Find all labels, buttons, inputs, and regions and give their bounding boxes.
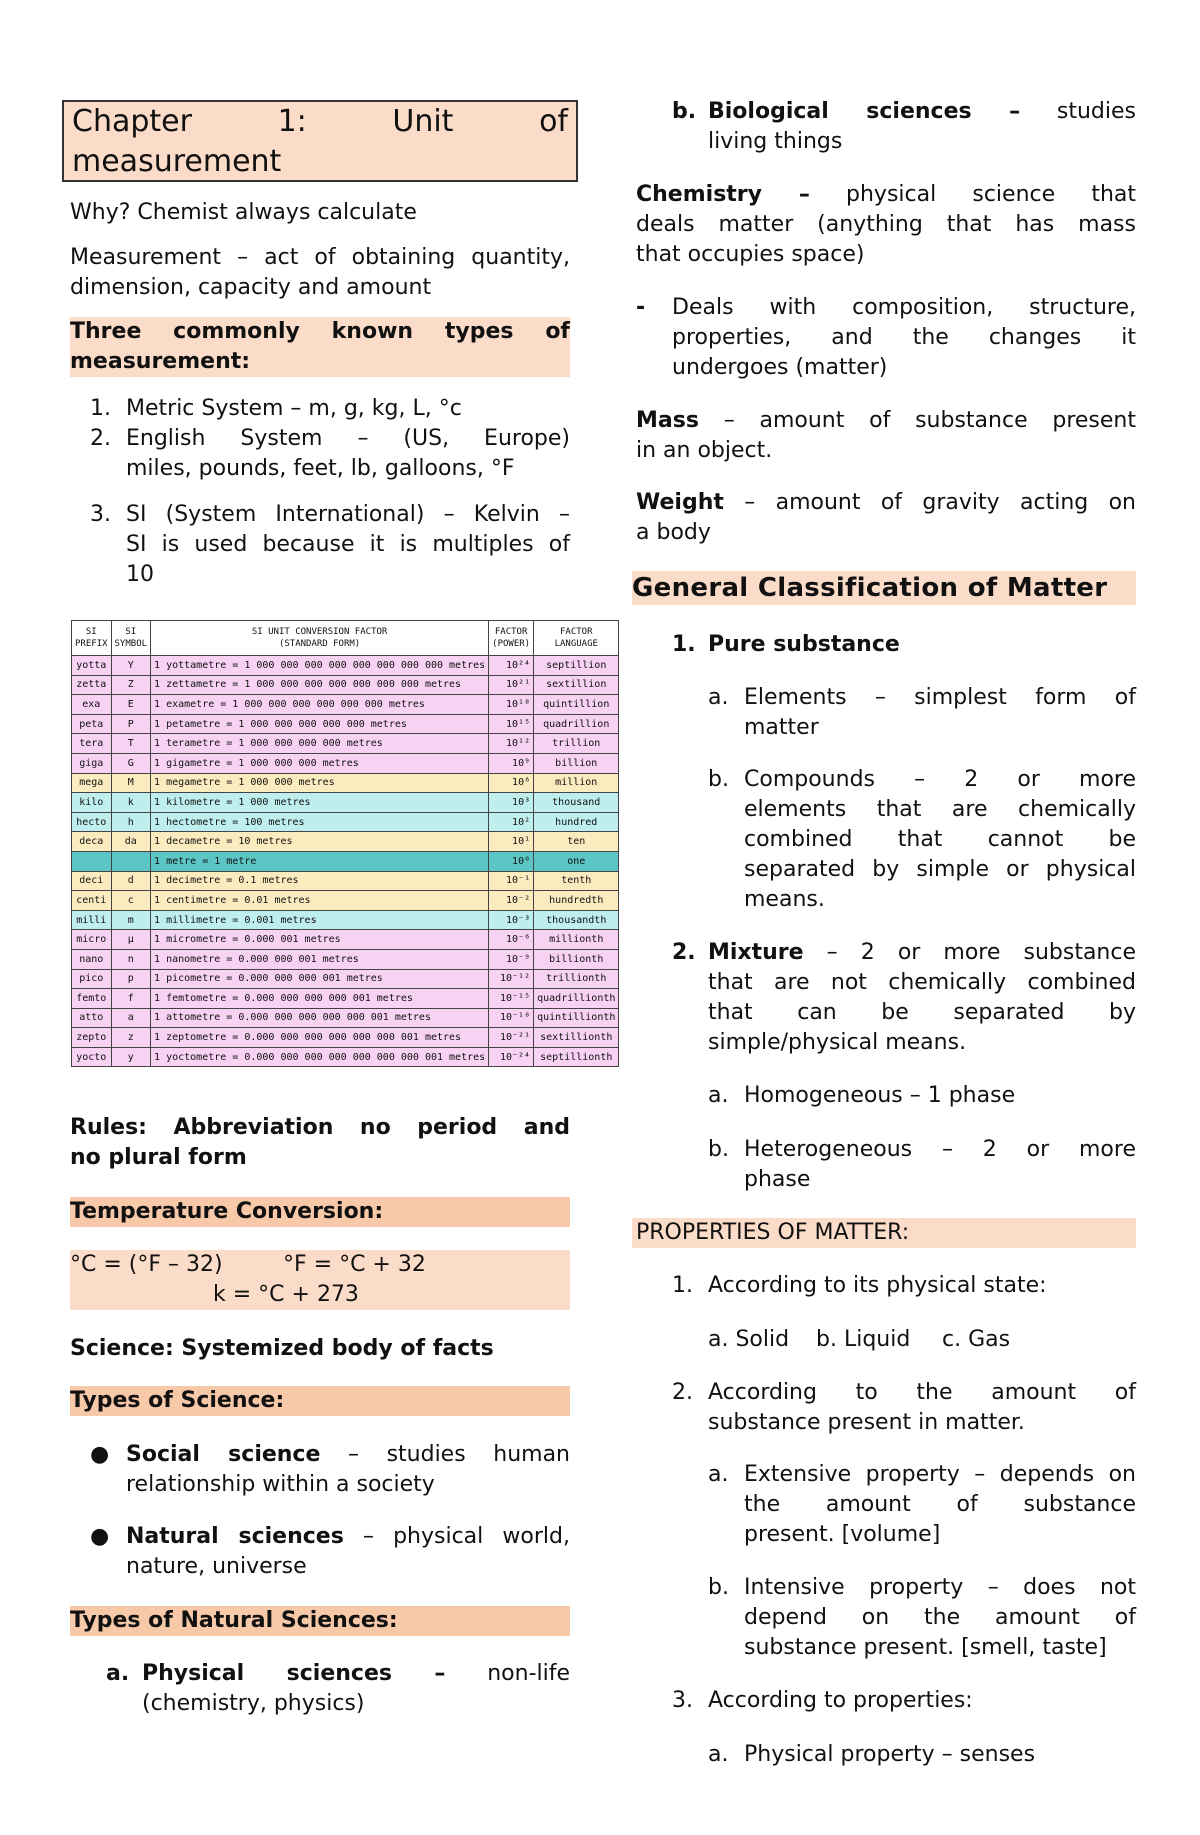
language-cell: ten [534,832,619,852]
power-cell: 10¹⁵ [489,714,534,734]
property-1-item [672,1271,1136,1301]
list-letter: a. [708,1742,729,1767]
power-cell: 10⁻¹⁵ [489,989,534,1009]
list-text: that are not chemically combined [708,970,1136,995]
symbol-cell: h [111,812,151,832]
types-measurement-heading [70,317,570,377]
list-item [90,424,570,484]
list-letter: a. [708,685,729,710]
language-cell: sextillionth [534,1028,619,1048]
list-text: undergoes (matter) [672,355,888,380]
definition-line: a body [636,520,711,545]
prefix-cell: deci [72,871,112,891]
symbol-cell: Z [111,675,151,695]
conversion-cell: 1 exametre = 1 000 000 000 000 000 000 metres [151,695,489,715]
language-cell: quintillionth [534,1008,619,1028]
conversion-cell: 1 micrometre = 0.000 001 metres [151,930,489,950]
symbol-cell: c [111,891,151,911]
table-row [72,832,619,852]
table-row [72,1028,619,1048]
power-cell: 10⁻¹² [489,969,534,989]
heading-text: PROPERTIES OF MATTER: [636,1220,910,1245]
conversion-cell: 1 millimetre = 0.001 metres [151,910,489,930]
heading-line: Three commonly known types of [70,319,570,344]
power-cell: 10¹² [489,734,534,754]
physical-property-item [708,1740,1136,1770]
symbol-cell: μ [111,930,151,950]
list-text: English System – (US, Europe) [126,426,570,451]
table-header: FACTOR LANGUAGE [534,621,619,656]
list-item [708,1081,1136,1111]
table-row [72,734,619,754]
power-cell: 10⁻¹ [489,871,534,891]
table-row [72,675,619,695]
list-item [708,1740,1136,1770]
language-cell: millionth [534,930,619,950]
list-text: SI is used because it is multiples of [126,532,570,557]
measurement-definition-line: dimension, capacity and amount [70,275,432,300]
prefix-cell: yocto [72,1047,112,1067]
language-cell: quintillion [534,695,619,715]
table-row [72,1047,619,1067]
language-cell: tenth [534,871,619,891]
prefix-cell: zetta [72,675,112,695]
conversion-cell: 1 terametre = 1 000 000 000 000 metres [151,734,489,754]
physical-sciences-item [106,1659,570,1719]
compounds-item [708,765,1136,915]
list-letter: a. [708,1462,729,1487]
prefix-cell: atto [72,1008,112,1028]
list-letter: b. [708,1137,729,1162]
list-item [90,1440,570,1500]
list-text: Extensive property – depends on [744,1462,1136,1487]
chemistry-definition [636,180,1136,270]
table-row [72,891,619,911]
si-prefix-table [71,620,619,1067]
power-cell: 10⁻³ [489,910,534,930]
prefix-cell: kilo [72,793,112,813]
list-item [708,765,1136,915]
extensive-item [708,1460,1136,1550]
list-text: Physical property – senses [744,1742,1036,1767]
elements-item [708,683,1136,743]
list-text: Deals with composition, structure, [672,295,1136,320]
symbol-cell: T [111,734,151,754]
heading-line: measurement: [70,349,251,374]
state-liquid: b. Liquid [816,1327,911,1352]
weight-definition [636,488,1136,548]
prefix-cell: yotta [72,656,112,676]
list-text: Homogeneous – 1 phase [744,1083,1016,1108]
table-row [72,753,619,773]
list-number: 2. [672,940,696,965]
table-row [72,773,619,793]
rules-text [70,1113,570,1173]
table-row [72,1008,619,1028]
list-number: 1. [672,1273,693,1298]
power-cell: 10¹ [489,832,534,852]
list-letter: a. [106,1661,130,1686]
power-cell: 10⁻¹⁸ [489,1008,534,1028]
symbol-cell: G [111,753,151,773]
list-text: properties, and the changes it [672,325,1136,350]
conversion-cell: 1 gigametre = 1 000 000 000 metres [151,753,489,773]
list-number: 1. [672,632,696,657]
list-item [672,938,1136,1058]
chapter-title-word: of [539,104,568,139]
definition-line: in an object. [636,438,773,463]
symbol-cell: f [111,989,151,1009]
table-row [72,871,619,891]
table-row [72,989,619,1009]
general-classification-heading [632,571,1136,605]
language-cell: hundredth [534,891,619,911]
list-item [708,1573,1136,1663]
heading-text: Types of Natural Sciences: [70,1608,398,1633]
language-cell: trillionth [534,969,619,989]
measurement-definition [70,243,570,303]
heterogeneous-item [708,1135,1136,1195]
symbol-cell: d [111,871,151,891]
list-text: the amount of substance [744,1492,1136,1517]
rules-line: Rules: Abbreviation no period and [70,1115,570,1140]
conversion-cell: 1 zettametre = 1 000 000 000 000 000 000 000 metres [151,675,489,695]
list-text: SI (System International) – Kelvin – [126,502,570,527]
symbol-cell: a [111,1008,151,1028]
power-cell: 10⁻² [489,891,534,911]
symbol-cell: p [111,969,151,989]
chapter-title-line [72,102,568,142]
symbol-cell: k [111,793,151,813]
heading-text: General Classification of Matter [632,573,1108,603]
prefix-cell: hecto [72,812,112,832]
states-row [708,1325,1136,1355]
list-text: According to properties: [708,1688,973,1713]
list-item [636,293,1136,383]
list-text: Intensive property – does not [744,1575,1136,1600]
list-number: 2. [672,1380,693,1405]
definition-line: that occupies space) [636,242,865,267]
chapter-title-word: Chapter [72,104,192,139]
prefix-cell: giga [72,753,112,773]
list-text: nature, universe [126,1554,307,1579]
language-cell: quadrillion [534,714,619,734]
symbol-cell: E [111,695,151,715]
prefix-cell: tera [72,734,112,754]
list-text: living things [708,129,843,154]
chapter-title-word: 1: [277,104,307,139]
measurement-definition-line: Measurement – act of obtaining quantity, [70,245,570,270]
why-text: Why? Chemist always calculate [70,200,417,225]
table-row [72,910,619,930]
prefix-cell [72,851,112,871]
chapter-title-word: measurement [72,144,282,179]
intensive-item [708,1573,1136,1663]
symbol-cell: m [111,910,151,930]
language-cell: quadrillionth [534,989,619,1009]
list-text: Metric System – m, g, kg, L, °c [126,396,462,421]
list-item [708,1135,1136,1195]
list-text: means. [744,887,825,912]
prefix-cell: zepto [72,1028,112,1048]
conversion-cell: 1 megametre = 1 000 000 metres [151,773,489,793]
list-letter: a. [708,1083,729,1108]
conversion-cell: 1 yoctometre = 0.000 000 000 000 000 000 000 001 metres [151,1047,489,1067]
language-cell: one [534,851,619,871]
definition-line: deals matter (anything that has mass [636,212,1136,237]
list-item [672,1686,1136,1716]
list-letter: b. [672,99,697,124]
prefix-cell: nano [72,949,112,969]
conversion-cell: 1 petametre = 1 000 000 000 000 000 metres [151,714,489,734]
prefix-cell: centi [72,891,112,911]
dash-marker: - [636,295,646,320]
language-cell: hundred [534,812,619,832]
power-cell: 10³ [489,793,534,813]
list-number: 3. [90,502,111,527]
table-row [72,714,619,734]
list-text: that can be separated by [708,1000,1136,1025]
table-row [72,812,619,832]
properties-heading [632,1218,1136,1248]
prefix-cell: micro [72,930,112,950]
power-cell: 10¹⁸ [489,695,534,715]
power-cell: 10²⁴ [489,656,534,676]
chapter-title-word: Unit [392,104,454,139]
heading-text: Temperature Conversion: [70,1199,384,1224]
biological-sciences-item [672,97,1136,157]
language-cell: million [534,773,619,793]
list-text: Heterogeneous – 2 or more [744,1137,1136,1162]
formula-f: °F = °C + 32 [283,1252,426,1277]
measurement-types-list [90,394,570,590]
types-natural-heading [70,1606,570,1636]
conversion-cell: 1 decametre = 10 metres [151,832,489,852]
table-header: SI PREFIX [72,621,112,656]
power-cell: 10²¹ [489,675,534,695]
symbol-cell: n [111,949,151,969]
list-item [708,1460,1136,1550]
state-gas: c. Gas [942,1327,1011,1352]
power-cell: 10⁻²⁴ [489,1047,534,1067]
list-text: substance present. [smell, taste] [744,1635,1107,1660]
deals-with-item [636,293,1136,383]
pure-substance-item [672,630,1136,660]
science-bullets [90,1440,570,1582]
bullet-icon: ● [90,1442,110,1467]
list-item [90,500,570,590]
list-number: 3. [672,1688,693,1713]
conversion-cell: 1 zeptometre = 0.000 000 000 000 000 000 001 metres [151,1028,489,1048]
language-cell: sextillion [534,675,619,695]
table-row [72,969,619,989]
list-item [672,630,1136,660]
conversion-cell: 1 metre = 1 metre [151,851,489,871]
science-definition: Science: Systemized body of facts [70,1336,494,1361]
list-text: matter [744,715,819,740]
prefix-cell: femto [72,989,112,1009]
table-body [72,656,619,1067]
prefix-cell: pico [72,969,112,989]
conversion-cell: 1 hectometre = 100 metres [151,812,489,832]
prefix-cell: deca [72,832,112,852]
property-2-item [672,1378,1136,1438]
list-text: Elements – simplest form of [744,685,1136,710]
language-cell: thousandth [534,910,619,930]
list-item [672,1378,1136,1438]
language-cell: septillionth [534,1047,619,1067]
power-cell: 10⁹ [489,753,534,773]
list-text: Compounds – 2 or more [744,767,1136,792]
symbol-cell: z [111,1028,151,1048]
list-text: phase [744,1167,811,1192]
list-item [708,683,1136,743]
list-number: 1. [90,396,111,421]
list-text: combined that cannot be [744,827,1136,852]
table-row [72,656,619,676]
symbol-cell: y [111,1047,151,1067]
list-text: Biological sciences – studies [708,99,1136,124]
conversion-cell: 1 yottametre = 1 000 000 000 000 000 000 000 000 metres [151,656,489,676]
list-text: Natural sciences – physical world, [126,1524,570,1549]
power-cell: 10⁻⁹ [489,949,534,969]
mass-definition [636,406,1136,466]
list-item [90,394,570,424]
property-3-item [672,1686,1136,1716]
list-text: relationship within a society [126,1472,435,1497]
bullet-icon: ● [90,1524,110,1549]
symbol-cell: M [111,773,151,793]
list-text: 10 [126,562,154,587]
power-cell: 10² [489,812,534,832]
list-text: depend on the amount of [744,1605,1136,1630]
table-row [72,930,619,950]
power-cell: 10⁰ [489,851,534,871]
definition-line: Chemistry – physical science that [636,182,1136,207]
formula-k: k = °C + 273 [213,1282,359,1307]
conversion-cell: 1 picometre = 0.000 000 000 001 metres [151,969,489,989]
power-cell: 10⁻⁶ [489,930,534,950]
table-header-row [72,621,619,656]
formula-c: °C = (°F – 32) [70,1252,223,1277]
list-item [672,1271,1136,1301]
list-item [90,1522,570,1582]
table-header: SI UNIT CONVERSION FACTOR (STANDARD FORM) [151,621,489,656]
list-text: Pure substance [708,632,900,657]
conversion-cell: 1 attometre = 0.000 000 000 000 000 001 metres [151,1008,489,1028]
rules-line: no plural form [70,1145,247,1170]
language-cell: thousand [534,793,619,813]
list-text: simple/physical means. [708,1030,967,1055]
conversion-cell: 1 nanometre = 0.000 000 001 metres [151,949,489,969]
chapter-title-box [62,100,578,182]
homogeneous-item [708,1081,1136,1111]
power-cell: 10⁻²¹ [489,1028,534,1048]
list-text: substance present in matter. [708,1410,1025,1435]
prefix-cell: mega [72,773,112,793]
language-cell: septillion [534,656,619,676]
list-text: miles, pounds, feet, lb, galloons, °F [126,456,515,481]
mixture-item [672,938,1136,1058]
language-cell: trillion [534,734,619,754]
list-text: Physical sciences – non-life [142,1661,571,1686]
list-letter: b. [708,1575,729,1600]
temperature-heading [70,1197,570,1227]
list-letter: b. [708,767,729,792]
definition-line: Mass – amount of substance present [636,408,1136,433]
list-text: present. [volume] [744,1522,941,1547]
list-number: 2. [90,426,111,451]
table-row [72,851,619,871]
prefix-cell: milli [72,910,112,930]
types-science-heading [70,1386,570,1416]
list-text: According to its physical state: [708,1273,1047,1298]
table-row [72,949,619,969]
prefix-cell: exa [72,695,112,715]
state-solid: a. Solid [708,1327,790,1352]
list-item [106,1659,570,1719]
heading-text: Types of Science: [70,1388,285,1413]
symbol-cell: P [111,714,151,734]
list-text: Social science – studies human [126,1442,571,1467]
list-text: Mixture – 2 or more substance [708,940,1136,965]
conversion-cell: 1 kilometre = 1 000 metres [151,793,489,813]
list-text: elements that are chemically [744,797,1136,822]
si-prefix-table-wrap [71,620,619,1067]
table-header: SI SYMBOL [111,621,151,656]
language-cell: billion [534,753,619,773]
table-header: FACTOR (POWER) [489,621,534,656]
symbol-cell: da [111,832,151,852]
power-cell: 10⁶ [489,773,534,793]
list-text: separated by simple or physical [744,857,1136,882]
list-item [672,97,1136,157]
table-row [72,793,619,813]
temperature-formula-box [70,1250,570,1310]
definition-line: Weight – amount of gravity acting on [636,490,1136,515]
conversion-cell: 1 decimetre = 0.1 metres [151,871,489,891]
language-cell: billionth [534,949,619,969]
conversion-cell: 1 centimetre = 0.01 metres [151,891,489,911]
symbol-cell: Y [111,656,151,676]
table-row [72,695,619,715]
list-text: According to the amount of [708,1380,1136,1405]
prefix-cell: peta [72,714,112,734]
conversion-cell: 1 femtometre = 0.000 000 000 000 001 metres [151,989,489,1009]
symbol-cell [111,851,151,871]
list-text: (chemistry, physics) [142,1691,365,1716]
